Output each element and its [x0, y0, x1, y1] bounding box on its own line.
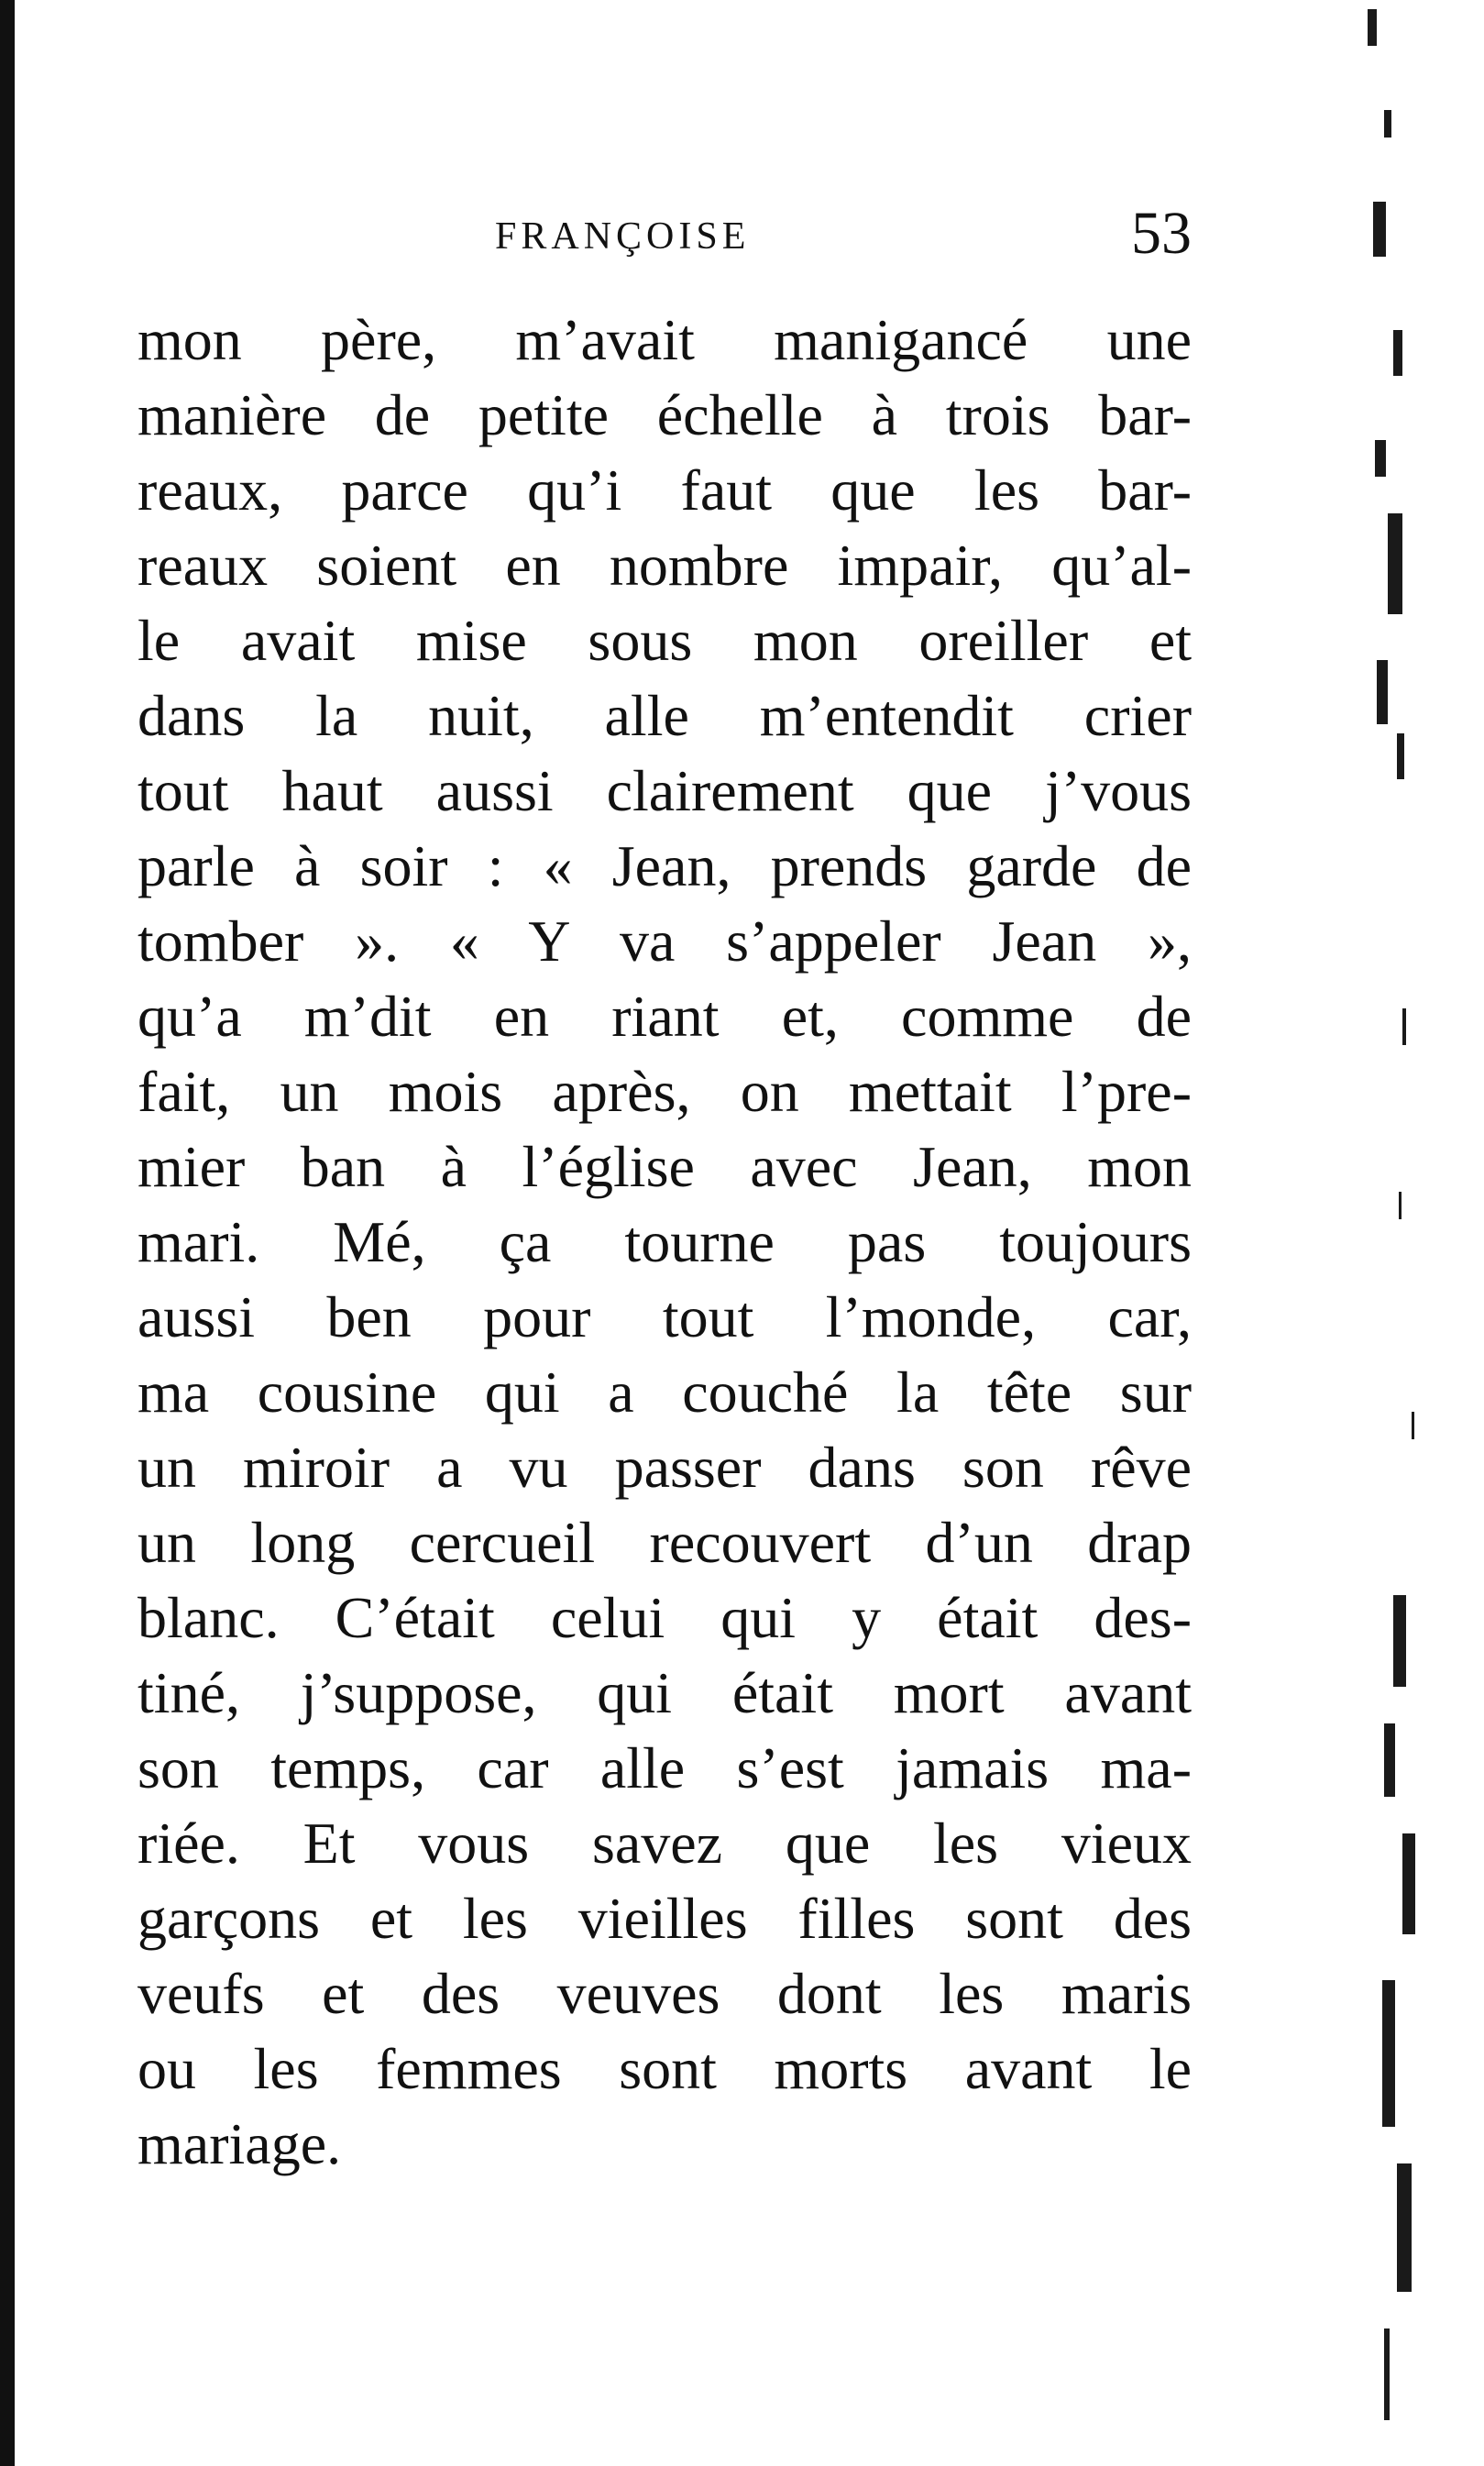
scan-speck — [1393, 1595, 1406, 1687]
page-number: 53 — [1131, 200, 1192, 267]
text-line: mier ban à l’église avec Jean, mon — [137, 1134, 1192, 1199]
scan-speck — [1384, 2328, 1390, 2420]
text-line: veufs et des veuves dont les maris — [137, 1961, 1192, 2026]
text-line: ou les femmes sont morts avant le — [137, 2036, 1192, 2101]
scan-speck — [1402, 1008, 1406, 1045]
scan-speck — [1412, 1412, 1414, 1439]
scan-speck — [1373, 202, 1386, 257]
text-line: blanc. C’était celui qui y était des- — [137, 1585, 1192, 1650]
text-line: mari. Mé, ça tourne pas toujours — [137, 1209, 1192, 1274]
text-line: tiné, j’suppose, qui était mort avant — [137, 1660, 1192, 1725]
scan-speck — [1388, 513, 1402, 614]
text-line: garçons et les vieilles filles sont des — [137, 1886, 1192, 1951]
scan-speck — [1368, 9, 1377, 46]
running-title: FRANÇOISE — [495, 215, 751, 258]
text-line: fait, un mois après, on mettait l’pre- — [137, 1059, 1192, 1124]
text-line: dans la nuit, alle m’entendit crier — [137, 683, 1192, 748]
text-line: reaux, parce qu’i faut que les bar- — [137, 457, 1192, 523]
text-line: manière de petite échelle à trois bar- — [137, 382, 1192, 447]
text-line: un long cercueil recouvert d’un drap — [137, 1510, 1192, 1575]
scan-speck — [1397, 2163, 1412, 2292]
scan-speck — [1384, 110, 1391, 138]
scan-speck — [1375, 440, 1386, 477]
text-line: ma cousine qui a couché la tête sur — [137, 1360, 1192, 1425]
text-line: son temps, car alle s’est jamais ma- — [137, 1735, 1192, 1800]
scan-speck — [1377, 660, 1388, 724]
running-head — [137, 200, 1192, 268]
text-line: tout haut aussi clairement que j’vous — [137, 758, 1192, 823]
scan-speck — [1399, 1192, 1402, 1219]
text-line: qu’a m’dit en riant et, comme de — [137, 984, 1192, 1049]
text-line: mon père, m’avait manigancé une — [137, 307, 1192, 372]
text-line: reaux soient en nombre impair, qu’al- — [137, 533, 1192, 598]
body-text — [137, 303, 1192, 2182]
scan-speck — [1393, 330, 1402, 376]
bleed-through-margin — [1357, 0, 1484, 2466]
text-line: parle à soir : « Jean, prends garde de — [137, 833, 1192, 898]
text-line: le avait mise sous mon oreiller et — [137, 608, 1192, 673]
scan-speck — [1384, 1723, 1395, 1797]
text-line: aussi ben pour tout l’monde, car, — [137, 1284, 1192, 1349]
scan-speck — [1402, 1833, 1415, 1934]
text-line: un miroir a vu passer dans son rêve — [137, 1435, 1192, 1500]
text-line: riée. Et vous savez que les vieux — [137, 1811, 1192, 1876]
scan-speck — [1397, 733, 1404, 779]
text-line: mariage. — [137, 2111, 342, 2176]
scan-speck — [1382, 1980, 1395, 2127]
text-line: tomber ». « Y va s’appeler Jean », — [137, 908, 1192, 974]
